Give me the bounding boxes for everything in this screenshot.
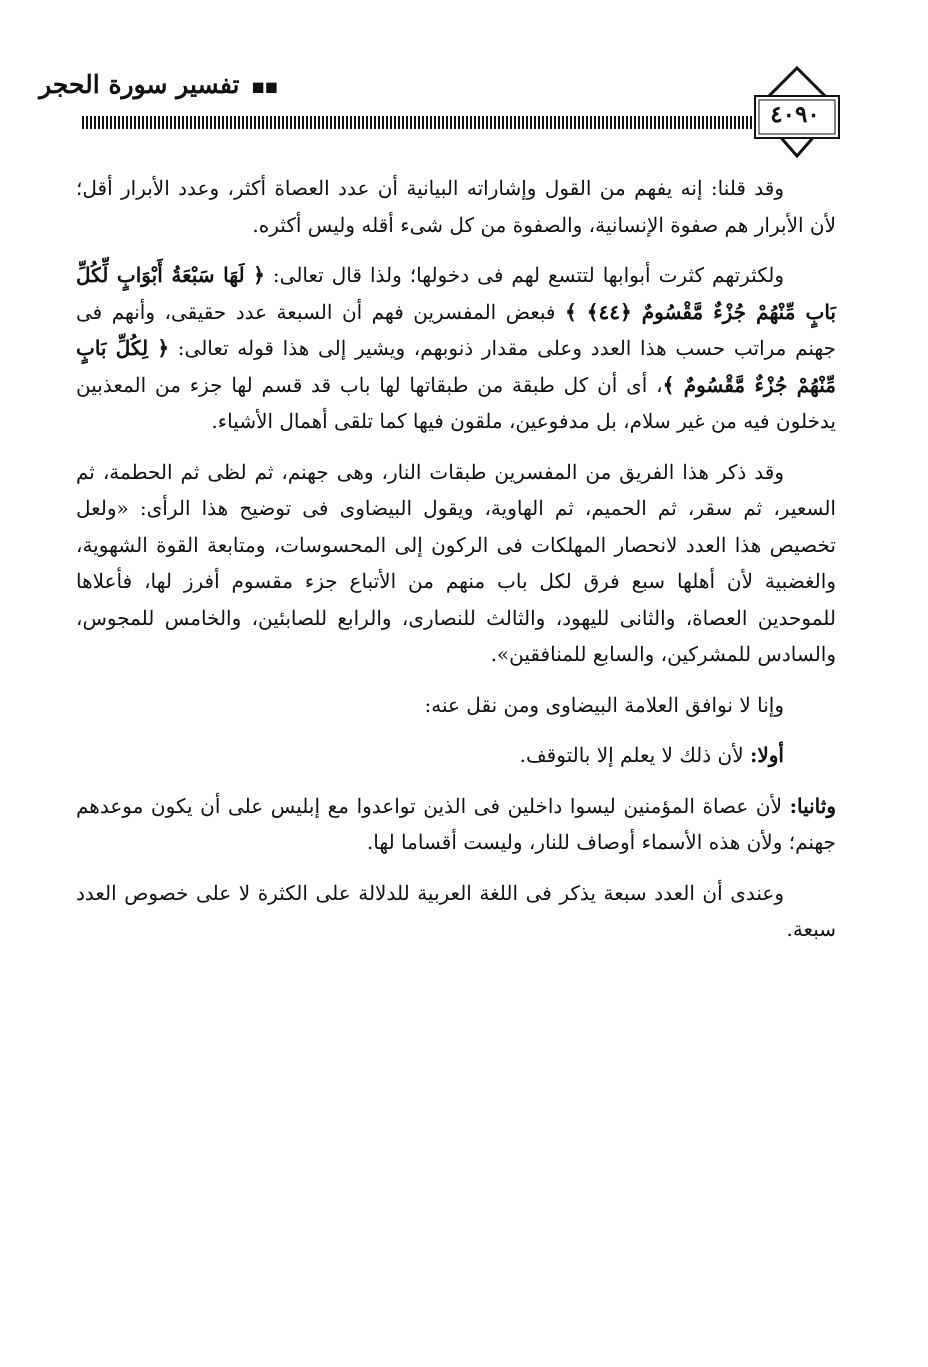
- page-number: ٤٠٩٠: [770, 101, 820, 128]
- paragraph-2-text-a: ولكثرتهم كثرت أبوابها لتتسع لهم فى دخولها؛ ولذا قال تعالى:: [264, 263, 784, 287]
- page-header: [0, 0, 928, 170]
- paragraph-4: وإنا لا نوافق العلامة البيضاوى ومن نقل عنه:: [424, 692, 784, 717]
- paragraph-6: [76, 788, 836, 861]
- ornament-icon: ◼◼: [251, 77, 278, 96]
- page-body: [76, 170, 836, 962]
- paragraph-5-text: لأن ذلك لا يعلم إلا بالتوقف.: [519, 743, 750, 767]
- paragraph-2-text-c: ، أى أن كل طبقة من طبقاتها لها باب قد قسم لها جزء من المعذبين يدخلون فيه من غير سلام، بل مدفوعين، ملقون فيها كما تلقى أهمال الأشياء.: [76, 372, 836, 433]
- paragraph-7: وعندى أن العدد سبعة يذكر فى اللغة العربية للدلالة على الكثرة لا على خصوص العدد سبعة.: [76, 880, 836, 941]
- paragraph-2-text-b: فبعض المفسرين فهم أن السبعة عدد حقيقى، وأنهم فى جهنم مراتب حسب هذا العدد وعلى مقدار ذنوبهم، ويشير إلى هذا قوله تعالى:: [76, 299, 837, 360]
- paragraph-5-lead: أولا:: [749, 743, 784, 767]
- paragraph-6-text: لأن عصاة المؤمنين ليسوا داخلين فى الذين تواعدوا مع إبليس على أن يكون موعدهم جهنم؛ ولأن هذه الأسماء أوصاف للنار، وليست أقساما لها.: [76, 793, 836, 854]
- paragraph-3: وقد ذكر هذا الفريق من المفسرين طبقات النار، وهى جهنم، ثم لظى ثم الحطمة، ثم السعير، ثم سقر، ثم الحميم، ثم الهاوية، ويقول البيضاوى فى توضيح هذا الرأى: «ولعل تخصيص هذا العدد لانحصار المهلكات فى الركون إلى المحسوسات، ومتابعة القوة الشهوية، والغضبية لأن أهلها سبع فرق لكل باب منهم من الأتباع جزء مقسوم أفرز لها، فأعلاها للموحدين العصاة، والثانى لليهود، والثالث للنصارى، والرابع للصابئين، والخامس للمجوس، والسادس للمشركين، والسابع للمنافقين».: [76, 459, 836, 666]
- paragraph-1: وقد قلنا: إنه يفهم من القول وإشاراته البيانية أن عدد العصاة أكثر، وعدد الأبرار أقل؛ لأن الأبرار هم صفوة الإنسانية، والصفوة من كل شىء أقله وليس أكثره.: [76, 176, 836, 237]
- header-rule: [82, 116, 752, 129]
- running-head: [39, 70, 278, 99]
- running-head-title: تفسير سورة الحجر: [39, 70, 240, 99]
- quran-verse-1: ﴿ لَهَا سَبْعَةُ أَبْوَابٍ لِّكُلِّ بَابٍ مِّنْهُمْ جُزْءٌ مَّقْسُومٌ ﴿٤٤﴾ ﴾: [76, 263, 836, 324]
- paragraph-6-lead: وثانيا:: [789, 793, 836, 818]
- paragraph-5: [76, 737, 836, 774]
- paragraph-2: [76, 257, 836, 440]
- quran-verse-2: ﴿ لِكُلِّ بَابٍ مِّنْهُمْ جُزْءٌ مَّقْسُومٌ ﴾: [76, 336, 837, 397]
